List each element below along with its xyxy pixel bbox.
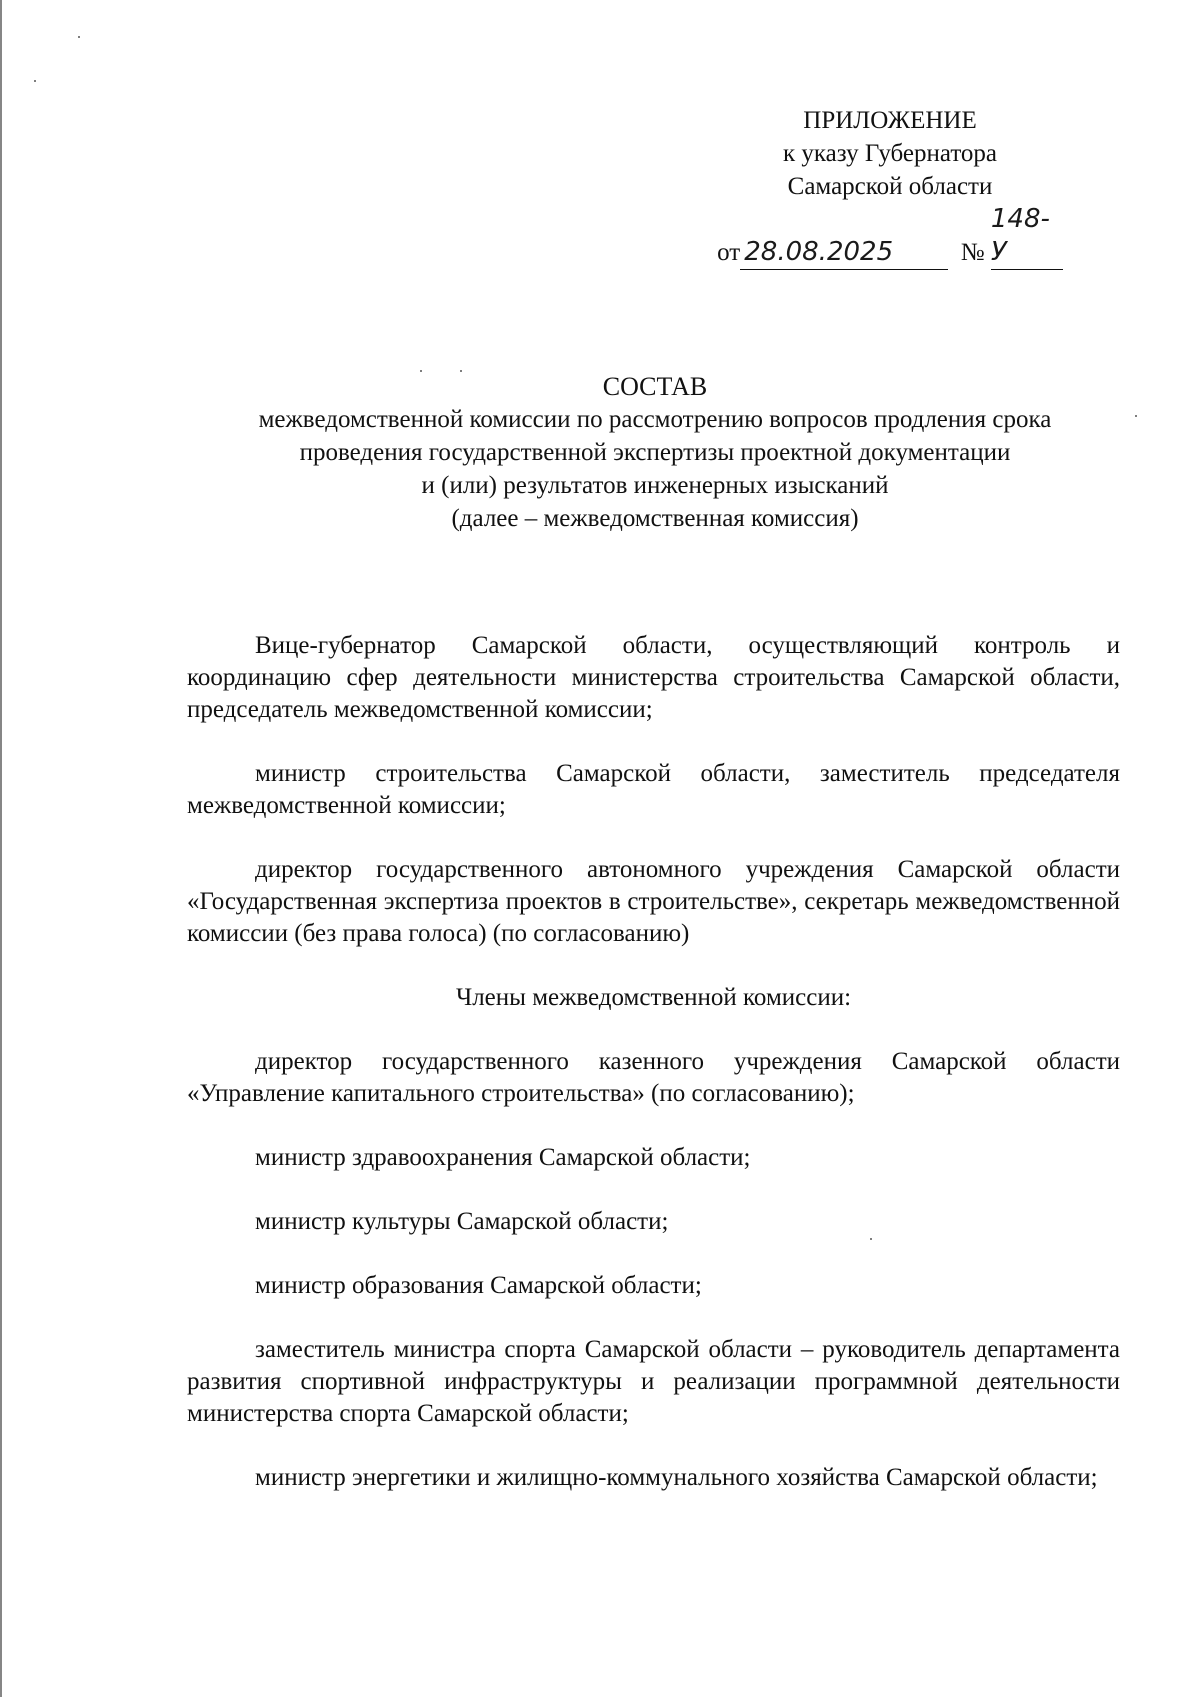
member-paragraph: директор государственного автономного учреждения Самарской области «Государственная экспертиза проектов в строительстве», секретарь межведомственной комиссии (без права голоса) (по согласованию) (187, 856, 1120, 947)
document-title (120, 370, 1190, 535)
appendix-line-2: Самарской области (787, 173, 993, 200)
member-paragraph: министр культуры Самарской области; (255, 1208, 669, 1235)
member-paragraph: министр строительства Самарской области, заместитель председателя межведомственной комиссии; (187, 760, 1120, 819)
decree-date-number-row (700, 203, 1080, 270)
title-heading: СОСТАВ (602, 372, 708, 401)
from-label: от (717, 239, 741, 266)
member-paragraph: министр образования Самарской области; (255, 1272, 702, 1299)
member-paragraph: директор государственного казенного учреждения Самарской области «Управление капитального строительства» (по согласованию); (187, 1048, 1120, 1107)
members-subheading: Члены межведомственной комиссии: (455, 984, 852, 1011)
number-label: № (960, 239, 985, 266)
member-paragraph: Вице-губернатор Самарской области, осуществляющий контроль и координацию сфер деятельности министерства строительства Самарской области, председатель межведомственной комиссии; (187, 632, 1120, 723)
scan-speck (34, 80, 36, 82)
title-line-3: и (или) результатов инженерных изысканий (421, 472, 889, 499)
appendix-line-1: к указу Губернатора (782, 140, 998, 167)
title-line-4: (далее – межведомственная комиссия) (451, 505, 859, 532)
number-field (991, 203, 1063, 270)
handwritten-date: 28.08.2025 (744, 237, 894, 267)
handwritten-number: 148-У (990, 204, 1050, 267)
member-paragraph: министр здравоохранения Самарской области; (255, 1144, 751, 1171)
appendix-heading: ПРИЛОЖЕНИЕ (803, 107, 977, 134)
member-paragraph: заместитель министра спорта Самарской области – руководитель департамента развития спортивной инфраструктуры и реализации программной деятельности министерства спорта Самарской области; (187, 1336, 1120, 1427)
title-line-2: проведения государственной экспертизы проектной документации (299, 439, 1011, 466)
commission-members-list (187, 630, 1120, 1494)
scan-speck (78, 36, 80, 38)
appendix-block (700, 104, 1080, 270)
scan-edge-line (0, 0, 2, 1697)
date-field (740, 236, 948, 270)
member-paragraph: министр энергетики и жилищно-коммунального хозяйства Самарской области; (255, 1464, 1098, 1491)
title-line-1: межведомственной комиссии по рассмотрению вопросов продления срока (258, 406, 1052, 433)
